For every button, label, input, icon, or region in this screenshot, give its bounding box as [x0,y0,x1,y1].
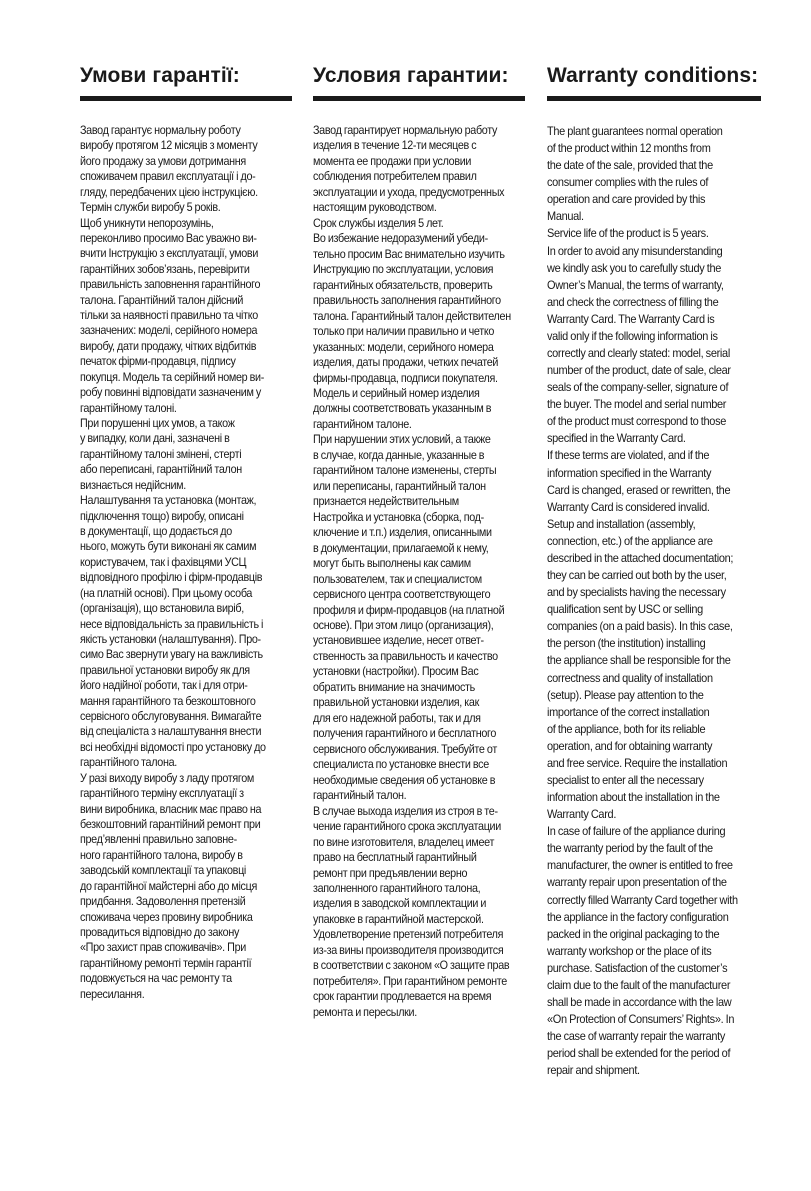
body-text-line: или переписаны, гарантийный талон [313,479,486,493]
body-text-line: operation, and for obtaining warranty [547,738,713,753]
body-text-line: Щоб уникнути непорозумінь, [80,216,214,230]
body-text-line: information specified in the Warranty [547,465,712,480]
body-text-line: При порушенні цих умов, а також [80,417,235,431]
body-text-line: соблюдения потребителем правил [313,170,477,184]
body-text-line: Модель и серийный номер изделия [313,386,480,400]
body-text-line: and by specialists having the necessary [547,585,726,600]
body-text-line: ного гарантійного талона, виробу в [80,848,243,862]
body-text-line: до гарантійної майстерні або до місця [80,879,257,893]
body-text-line: the date of the sale, provided that the [547,158,713,173]
body-text-line: Warranty Card is considered invalid. [547,499,710,514]
body-text-line: изделия, даты продажи, четких печатей [313,356,499,370]
body-text-line: Owner’s Manual, the terms of warranty, [547,277,724,292]
body-text-line: тільки за наявності правильно та чітко [80,309,258,323]
body-text-line: described in the attached documentation; [547,550,734,565]
column-body [313,123,525,1020]
body-text-line: Срок службы изделия 5 лет. [313,216,444,230]
body-text-line: для его надежной работы, так и для [313,711,481,725]
body-text-line: the appliance in the factory configuration [547,909,729,924]
body-text-line: In case of failure of the appliance during [547,824,726,839]
body-text-line: изделия в течение 12-ти месяцев с [313,139,477,153]
title-underline [547,96,761,101]
body-text-line: в случае, когда данные, указанные в [313,448,485,462]
body-text-line: qualification sent by USC or selling [547,602,703,617]
body-text-line: обратить внимание на значимость [313,680,475,694]
body-text-line: профиля и фирм-продавцов (на платной [313,603,505,617]
body-text-line: основе). При этом лицо (организация), [313,619,494,632]
body-text-line: У разі виходу виробу з ладу протягом [80,771,255,785]
body-text-line: виробу протягом 12 місяців з моменту [80,139,258,153]
body-text-line: number of the product, date of sale, clear [547,363,731,378]
body-text-line: Setup and installation (assembly, [547,516,696,531]
body-text-line: упаковке в гарантийной мастерской. [313,912,484,926]
body-text-line: period shall be extended for the period of [547,1046,731,1061]
body-text-line: гарантійного терміну експлуатації з [80,787,244,801]
body-text-line: Настройка и установка (сборка, под- [313,510,484,524]
body-text-line: только при наличии правильно и четко [313,325,495,339]
body-text-line: packed in the original packaging to the [547,926,720,941]
body-text-line: по вине изготовителя, владелец имеет [313,835,495,849]
body-text-line: пред’явленні правильно заповне- [80,833,237,847]
body-text-line: вини виробника, власник має право на [80,802,262,816]
body-text-line: всі необхідні відомості про установку до [80,740,266,754]
body-text-line: If these terms are violated, and if the [547,448,710,463]
column-title: Умови гарантії: [80,64,240,87]
body-text-line: необходимые сведения об установке в [313,773,496,787]
body-text-line: якість установки (налаштування). Про- [80,632,261,646]
body-text-line: из-за вины производителя производится [313,943,504,957]
body-text-line: purchase. Satisfaction of the customer’s [547,960,728,975]
body-text-line: талона. Гарантійний талон дійсний [80,293,244,307]
column-title: Условия гарантии: [313,64,509,87]
body-text-line: момента ее продажи при условии [313,154,472,168]
body-text-line: Service life of the product is 5 years. [547,226,709,241]
body-text-line: провадиться відповідно до закону [80,925,240,939]
body-text-line: гляду, передбачених цією інструкцією. [80,185,258,199]
body-text-line: ственность за правильность и качество [313,649,498,663]
body-text-line: correctness and quality of installation [547,670,713,685]
body-text-line: в документации, прилагаемой к нему, [313,541,489,555]
body-text-line: гарантийном талоне изменены, стерты [313,464,497,478]
body-text-line: изделия в заводской комплектации и [313,897,487,911]
body-text-line: Налаштування та установка (монтаж, [80,494,257,508]
body-text-line: право на бесплатный гарантийный [313,851,477,865]
body-text-line: the appliance shall be responsible for the [547,653,731,668]
body-text-line: признается недействительным [313,495,459,509]
body-text-line: Во избежание недоразумений убеди- [313,232,488,246]
body-text-line: гарантійних зобов’язань, перевірити [80,262,250,276]
body-text-line: repair and shipment. [547,1063,640,1078]
body-text-line: the person (the institution) installing [547,636,706,651]
body-text-line: установившее изделие, несет ответ- [313,634,484,648]
body-text-line: Warranty Card. The Warranty Card is [547,311,715,326]
body-text-line: Термін служби виробу 5 років. [80,201,221,215]
body-text-line: При нарушении этих условий, а также [313,433,491,447]
body-text-line: у випадку, коли дані, зазначені в [80,432,230,446]
body-text-line: гарантийный талон. [313,789,407,803]
body-text-line: правильность заполнения гарантийного [313,294,501,308]
body-text-line: гарантійному ремонті термін гарантії [80,956,252,970]
body-text-line: правильної установки виробу як для [80,663,250,677]
body-text-line: «Про захист прав споживачів». При [80,941,246,955]
body-text-line: гарантийном талоне. [313,417,412,431]
body-text-line: користувачем, так і фахівцями УСЦ [80,555,247,569]
body-text-line: we kindly ask you to carefully study the [547,260,722,275]
body-text-line: Card is changed, erased or rewritten, the [547,482,731,497]
body-text-line: виробу, дати продажу, чітких відбитків [80,339,257,353]
body-text-line: відповідного профілю і фірм-продавців [80,571,263,585]
body-text-line: «On Protection of Consumers’ Rights». In [547,1012,735,1027]
body-text-line: талона. Гарантийный талон действителен [313,309,511,323]
body-text-line: тельно просим Вас внимательно изучить [313,247,505,261]
body-text-line: ремонт при предъявлении верно [313,866,468,880]
body-text-line: подовжується на час ремонту та [80,972,232,986]
body-text-line: безкоштовний гарантійний ремонт при [80,817,261,831]
body-text-line: In order to avoid any misunderstanding [547,243,723,258]
body-text-line: специалиста по установке внести все [313,758,489,772]
body-text-line: в соответствии с законом «О защите прав [313,959,510,973]
body-text-line: придбання. Задоволення претензій [80,895,246,909]
body-text-line: (організація), що встановила виріб, [80,602,244,616]
body-text-line: specialist to enter all the necessary [547,772,704,787]
body-text-line: manufacturer, the owner is entitled to free [547,858,733,873]
body-text-line: they can be carried out both by the user, [547,568,727,583]
body-text-line: в документації, що додається до [80,524,232,538]
body-text-line: ключение и т.п.) изделия, описанными [313,526,492,540]
body-text-line: the warranty period by the fault of the [547,841,713,856]
body-text-line: вчити Інструкцію з експлуатації, умови [80,247,259,261]
body-text-line: claim due to the fault of the manufacturer [547,977,731,992]
body-text-line: срок гарантии продлевается на время [313,990,492,1004]
body-text-line: and check the correctness of filling the [547,294,719,309]
body-text-line: могут быть выполнены как самим [313,557,471,571]
body-text-line: пересилання. [80,987,145,1001]
body-text-line: Manual. [547,209,584,224]
body-text-line: гарантійному талоні. [80,401,177,415]
body-text-line: зазначених: моделі, серійного номера [80,324,258,338]
body-text-line: Удовлетворение претензий потребителя [313,928,504,942]
body-text-line: несе відповідальність за правильність і [80,617,264,631]
body-text-line: correctly and clearly stated: model, serial [547,346,730,361]
title-underline [80,96,292,101]
body-text-line: specified in the Warranty Card. [547,431,686,446]
body-text-line: information about the installation in the [547,790,720,805]
body-text-line: Инструкцию по эксплуатации, условия [313,263,494,277]
body-text-line: правильной установки изделия, как [313,696,479,710]
body-text-line: connection, etc.) of the appliance are [547,533,713,548]
body-text-line: мання гарантійного та безкоштовного [80,694,256,708]
column-ukrainian [80,62,292,1002]
title-underline [313,96,525,101]
body-text-line: печаток фірми-продавця, підпису [80,355,236,369]
body-text-line: споживачем правил експлуатації і до- [80,170,256,184]
body-text-line: сервисного обслуживания. Требуйте от [313,742,497,756]
body-text-line: эксплуатации и ухода, предусмотренных [313,185,505,199]
body-text-line: його продажу за умови дотримання [80,154,246,168]
body-text-line: або переписані, гарантійний талон [80,463,242,477]
body-text-line: сервісного обслуговування. Вимагайте [80,710,262,724]
body-text-line: фирмы-продавца, подписи покупателя. [313,371,498,385]
body-text-line: настоящим руководством. [313,201,437,215]
body-text-line: симо Вас звернути увагу на важливість [80,648,263,662]
body-text-line: Завод гарантує нормальну роботу [80,124,241,137]
body-text-line: його надійної роботи, так і для отри- [80,679,248,693]
column-title: Warranty conditions: [547,64,759,87]
body-text-line: shall be made in accordance with the law [547,994,732,1009]
column-english [547,62,759,1079]
body-text-line: Warranty Card. [547,807,617,822]
column-body [547,123,761,1079]
body-text-line: В случае выхода изделия из строя в те- [313,804,498,818]
body-text-line: нього, можуть бути виконані як самим [80,540,257,554]
body-text-line: the buyer. The model and serial number [547,397,727,412]
body-text-line: (на платній основі). При цьому особа [80,586,253,600]
body-text-line: of the appliance, both for its reliable [547,721,706,736]
column-russian [313,62,525,1020]
body-text-line: of the product must correspond to those [547,414,727,429]
body-text-line: установки (настройки). Просим Вас [313,665,479,679]
body-text-line: гарантійного талона. [80,756,177,770]
body-text-line: робу повинні відповідати зазначеним у [80,386,261,400]
body-text-line: гарантийных обязательств, проверить [313,278,493,292]
body-text-line: consumer complies with the rules of [547,175,709,190]
body-text-line: покупця. Модель та серійний номер ви- [80,370,265,384]
body-text-line: companies (on a paid basis). In this case, [547,619,733,634]
body-text-line: warranty workshop or the place of its [547,943,712,958]
body-text-line: operation and care provided by this [547,192,706,207]
body-text-line: Завод гарантирует нормальную работу [313,124,498,137]
body-text-line: чение гарантийного срока эксплуатации [313,820,501,834]
body-text-line: ремонта и пересылки. [313,1005,417,1019]
body-text-line: of the product within 12 months from [547,141,711,156]
body-text-line: (setup). Please pay attention to the [547,687,704,702]
body-text-line: importance of the correct installation [547,704,710,719]
body-text-line: and free service. Require the installation [547,755,728,770]
body-text-line: переконливо просимо Вас уважно ви- [80,231,257,245]
body-text-line: заполненного гарантийного талона, [313,881,481,895]
body-text-line: гарантійному талоні змінені, стерті [80,447,242,461]
body-text-line: споживача через провину виробника [80,910,253,924]
body-text-line: correctly filled Warranty Card together with [547,892,738,907]
body-text-line: від спеціаліста з налаштування внести [80,725,262,739]
body-text-line: підключення тощо) виробу, описані [80,509,244,523]
body-text-line: warranty repair upon presentation of the [547,875,727,890]
body-text-line: заводській комплектації та упаковці [80,864,246,878]
body-text-line: пользователем, так и специалистом [313,572,482,586]
body-text-line: seals of the company-seller, signature of [547,380,729,395]
body-text-line: The plant guarantees normal operation [547,124,723,138]
body-text-line: правильність заповнення гарантійного [80,278,261,292]
body-text-line: сервисного центра соответствующего [313,588,491,602]
body-text-line: указанных: модели, серийного номера [313,340,494,354]
body-text-line: the case of warranty repair the warranty [547,1029,726,1044]
body-text-line: должны соответствовать указанным в [313,402,492,416]
body-text-line: визнається недійсним. [80,478,186,492]
body-text-line: valid only if the following information is [547,328,718,343]
body-text-line: получения гарантийного и бесплатного [313,727,497,741]
column-body [80,123,292,1002]
body-text-line: потребителя». При гарантийном ремонте [313,974,507,988]
